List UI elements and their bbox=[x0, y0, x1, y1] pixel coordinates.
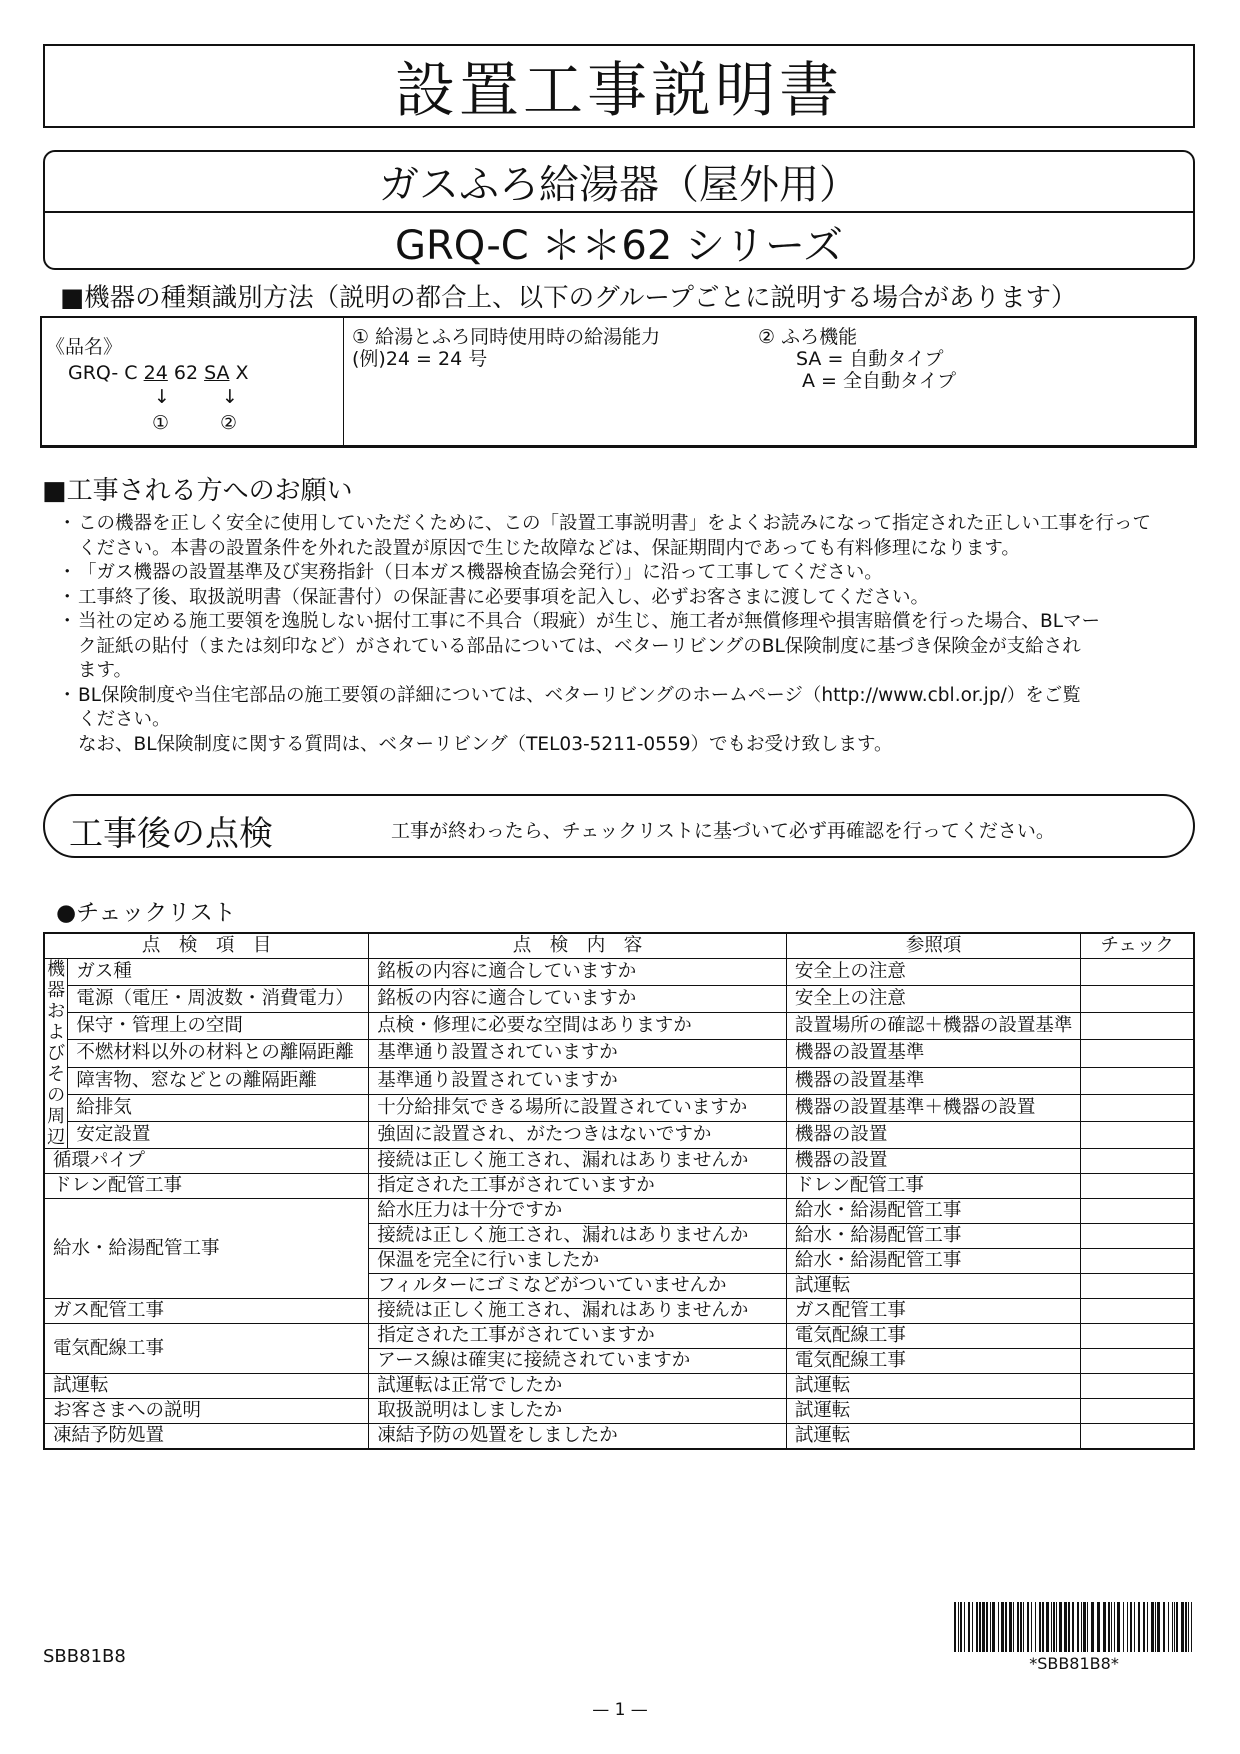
reference-cell: 電気配線工事 bbox=[786, 1324, 1081, 1349]
check-cell[interactable] bbox=[1081, 1424, 1194, 1450]
check-cell[interactable] bbox=[1081, 1174, 1194, 1199]
check-cell[interactable] bbox=[1081, 1121, 1194, 1148]
content-cell: 銘板の内容に適合していますか bbox=[369, 959, 787, 986]
arrow-down-icon: ↓ bbox=[154, 386, 170, 408]
model-code bbox=[68, 362, 249, 384]
item-cell: ドレン配管工事 bbox=[44, 1174, 369, 1199]
item-cell: 凍結予防処置 bbox=[44, 1424, 369, 1450]
arrow-down-icon: ↓ bbox=[222, 386, 238, 408]
bullet: ・ bbox=[58, 513, 77, 534]
table-header-row bbox=[44, 933, 1194, 959]
header-item: 点 検 項 目 bbox=[44, 933, 369, 959]
list-item bbox=[54, 610, 1204, 684]
table-row bbox=[44, 1013, 1194, 1040]
group-label: 機器およびその周辺 bbox=[44, 959, 68, 1149]
check-cell[interactable] bbox=[1081, 986, 1194, 1013]
list-item-line: ク証紙の貼付（または刻印など）がされている部品については、ベターリビングのBL保険制度に基づき保険金が支給され bbox=[78, 635, 1081, 657]
check-cell[interactable] bbox=[1081, 1094, 1194, 1121]
marker-2: ② bbox=[220, 412, 238, 434]
content-cell: 接続は正しく施工され、漏れはありませんか bbox=[369, 1224, 787, 1249]
check-cell[interactable] bbox=[1081, 1199, 1194, 1224]
check-cell[interactable] bbox=[1081, 1299, 1194, 1324]
content-cell: 試運転は正常でしたか bbox=[369, 1374, 787, 1399]
check-cell[interactable] bbox=[1081, 1067, 1194, 1094]
check-cell[interactable] bbox=[1081, 1040, 1194, 1067]
content-cell: 接続は正しく施工され、漏れはありませんか bbox=[369, 1149, 787, 1174]
content-cell: 十分給排気できる場所に設置されていますか bbox=[369, 1094, 787, 1121]
header-content: 点 検 内 容 bbox=[369, 933, 787, 959]
bullet: ・ bbox=[58, 684, 77, 706]
note-capacity-title: ① 給湯とふろ同時使用時の給湯能力 bbox=[352, 326, 661, 348]
check-cell[interactable] bbox=[1081, 1149, 1194, 1174]
bullet: ・ bbox=[58, 586, 77, 608]
content-cell: アース線は確実に接続されていますか bbox=[369, 1349, 787, 1374]
content-cell: 銘板の内容に適合していますか bbox=[369, 986, 787, 1013]
table-row bbox=[44, 1424, 1194, 1450]
list-item-line: ください。本書の設置条件を外れた設置が原因で生じた故障などは、保証期間内であっても有料修理になります。 bbox=[78, 537, 1020, 559]
reference-cell: ガス配管工事 bbox=[786, 1299, 1081, 1324]
reference-cell: 給水・給湯配管工事 bbox=[786, 1249, 1081, 1274]
model-part-prefix: GRQ- C bbox=[68, 362, 144, 384]
list-item bbox=[54, 684, 1204, 758]
content-cell: 給水圧力は十分ですか bbox=[369, 1199, 787, 1224]
requests-heading: ■工事される方へのお願い bbox=[42, 476, 353, 506]
table-row bbox=[44, 1040, 1194, 1067]
barcode-icon bbox=[954, 1602, 1194, 1652]
table-row bbox=[44, 959, 1194, 986]
table-row bbox=[44, 1299, 1194, 1324]
list-item-line: BL保険制度や当住宅部品の施工要領の詳細については、ベターリビングのホームページ（http://www.cbl.or.jp/）をご覧 bbox=[78, 684, 1081, 706]
check-cell[interactable] bbox=[1081, 1224, 1194, 1249]
content-cell: フィルターにゴミなどがついていませんか bbox=[369, 1274, 787, 1299]
product-box bbox=[43, 150, 1195, 270]
content-cell: 基準通り設置されていますか bbox=[369, 1040, 787, 1067]
note-function-auto: SA = 自動タイプ bbox=[796, 348, 944, 370]
content-cell: 取扱説明はしましたか bbox=[369, 1399, 787, 1424]
list-item-line: 当社の定める施工要領を逸脱しない据付工事に不具合（瑕疵）が生じ、施工者が無償修理や損害賠償を行った場合、BLマー bbox=[78, 611, 1101, 632]
bullet: ・ bbox=[58, 562, 77, 583]
reference-cell: 電気配線工事 bbox=[786, 1349, 1081, 1374]
reference-cell: 設置場所の確認＋機器の設置基準 bbox=[786, 1013, 1081, 1040]
content-cell: 強固に設置され、がたつきはないですか bbox=[369, 1121, 787, 1148]
check-cell[interactable] bbox=[1081, 959, 1194, 986]
item-cell: 障害物、窓などとの離隔距離 bbox=[68, 1067, 369, 1094]
reference-cell: 安全上の注意 bbox=[786, 986, 1081, 1013]
content-cell: 指定された工事がされていますか bbox=[369, 1324, 787, 1349]
list-item-line: なお、BL保険制度に関する質問は、ベターリビング（TEL03-5211-0559）でもお受け致します。 bbox=[78, 733, 893, 755]
item-cell: お客さまへの説明 bbox=[44, 1399, 369, 1424]
content-cell: 凍結予防の処置をしましたか bbox=[369, 1424, 787, 1450]
content-cell: 指定された工事がされていますか bbox=[369, 1174, 787, 1199]
checklist-table bbox=[43, 932, 1195, 1450]
item-cell: 循環パイプ bbox=[44, 1149, 369, 1174]
document-title: 設置工事説明書 bbox=[43, 44, 1195, 128]
note-function-title: ② ふろ機能 bbox=[758, 326, 858, 348]
table-row bbox=[44, 1374, 1194, 1399]
check-cell[interactable] bbox=[1081, 1013, 1194, 1040]
reference-cell: 試運転 bbox=[786, 1424, 1081, 1450]
checklist-heading: ●チェックリスト bbox=[56, 900, 236, 926]
table-row bbox=[44, 1121, 1194, 1148]
content-cell: 保温を完全に行いましたか bbox=[369, 1249, 787, 1274]
reference-cell: 給水・給湯配管工事 bbox=[786, 1224, 1081, 1249]
item-cell: 保守・管理上の空間 bbox=[68, 1013, 369, 1040]
item-cell: ガス種 bbox=[68, 959, 369, 986]
reference-cell: 安全上の注意 bbox=[786, 959, 1081, 986]
reference-cell: 機器の設置基準 bbox=[786, 1067, 1081, 1094]
item-cell: 給排気 bbox=[68, 1094, 369, 1121]
check-cell[interactable] bbox=[1081, 1249, 1194, 1274]
item-cell: 電気配線工事 bbox=[44, 1324, 369, 1374]
table-row bbox=[44, 1174, 1194, 1199]
list-item-line: ます。 bbox=[78, 660, 133, 681]
model-part-series: 62 bbox=[167, 362, 205, 384]
table-row bbox=[44, 1199, 1194, 1224]
content-cell: 接続は正しく施工され、漏れはありませんか bbox=[369, 1299, 787, 1324]
item-cell: 電源（電圧・周波数・消費電力） bbox=[68, 986, 369, 1013]
list-item-line: ください。 bbox=[78, 709, 171, 730]
check-cell[interactable] bbox=[1081, 1324, 1194, 1349]
list-item-line: 工事終了後、取扱説明書（保証書付）の保証書に必要事項を記入し、必ずお客さまに渡してください。 bbox=[78, 586, 930, 608]
item-cell: ガス配管工事 bbox=[44, 1299, 369, 1324]
model-part-suffix: X bbox=[229, 362, 249, 384]
inspection-title: 工事後の点検 bbox=[69, 814, 273, 854]
list-item-line: 「ガス機器の設置基準及び実務指針（日本ガス機器検査協会発行）」に沿って工事してください。 bbox=[78, 562, 883, 583]
item-cell: 試運転 bbox=[44, 1374, 369, 1399]
table-row bbox=[44, 1149, 1194, 1174]
list-item bbox=[54, 561, 1204, 586]
list-item-line: この機器を正しく安全に使用していただくために、この「設置工事説明書」をよくお読みになって指定された正しい工事を行って bbox=[78, 513, 1152, 534]
identification-box bbox=[40, 316, 1197, 448]
inspection-box bbox=[43, 794, 1195, 858]
table-row bbox=[44, 986, 1194, 1013]
item-cell: 安定設置 bbox=[68, 1121, 369, 1148]
model-part-function: SA bbox=[204, 362, 230, 384]
marker-1: ① bbox=[152, 412, 170, 434]
check-cell[interactable] bbox=[1081, 1349, 1194, 1374]
table-row bbox=[44, 1094, 1194, 1121]
reference-cell: 試運転 bbox=[786, 1399, 1081, 1424]
item-cell: 給水・給湯配管工事 bbox=[44, 1199, 369, 1299]
reference-cell: 機器の設置基準＋機器の設置 bbox=[786, 1094, 1081, 1121]
model-label: 《品名》 bbox=[46, 336, 123, 358]
page-number: — 1 — bbox=[592, 1700, 648, 1720]
reference-cell: 試運転 bbox=[786, 1374, 1081, 1399]
reference-cell: 試運転 bbox=[786, 1274, 1081, 1299]
bullet: ・ bbox=[58, 611, 77, 632]
reference-cell: 機器の設置基準 bbox=[786, 1040, 1081, 1067]
product-name: ガスふろ給湯器（屋外用） bbox=[45, 152, 1193, 213]
content-cell: 基準通り設置されていますか bbox=[369, 1067, 787, 1094]
header-check: チェック bbox=[1081, 933, 1194, 959]
reference-cell: 機器の設置 bbox=[786, 1121, 1081, 1148]
item-cell: 不燃材料以外の材料との離隔距離 bbox=[68, 1040, 369, 1067]
list-item bbox=[54, 586, 1204, 611]
reference-cell: ドレン配管工事 bbox=[786, 1174, 1081, 1199]
inspection-note: 工事が終わったら、チェックリストに基づいて必ず再確認を行ってください。 bbox=[391, 820, 1055, 842]
barcode-text: *SBB81B8* bbox=[1029, 1654, 1119, 1673]
note-capacity-example: (例)24 = 24 号 bbox=[352, 348, 488, 370]
note-function-full-auto: A = 全自動タイプ bbox=[802, 370, 957, 392]
model-part-capacity: 24 bbox=[143, 362, 168, 384]
table-row bbox=[44, 1324, 1194, 1349]
model-notes bbox=[344, 318, 1194, 445]
reference-cell: 給水・給湯配管工事 bbox=[786, 1199, 1081, 1224]
list-item bbox=[54, 512, 1204, 561]
document-code: SBB81B8 bbox=[43, 1646, 126, 1667]
reference-cell: 機器の設置 bbox=[786, 1149, 1081, 1174]
identification-heading: ■機器の種類識別方法（説明の都合上、以下のグループごとに説明する場合があります） bbox=[60, 283, 1077, 313]
table-row bbox=[44, 1399, 1194, 1424]
requests-list bbox=[54, 512, 1204, 757]
check-cell[interactable] bbox=[1081, 1399, 1194, 1424]
check-cell[interactable] bbox=[1081, 1274, 1194, 1299]
content-cell: 点検・修理に必要な空間はありますか bbox=[369, 1013, 787, 1040]
table-row bbox=[44, 1067, 1194, 1094]
check-cell[interactable] bbox=[1081, 1374, 1194, 1399]
header-reference: 参照項 bbox=[786, 933, 1081, 959]
product-series: GRQ-C ＊＊62 シリーズ bbox=[394, 223, 844, 269]
model-designation bbox=[42, 318, 344, 445]
